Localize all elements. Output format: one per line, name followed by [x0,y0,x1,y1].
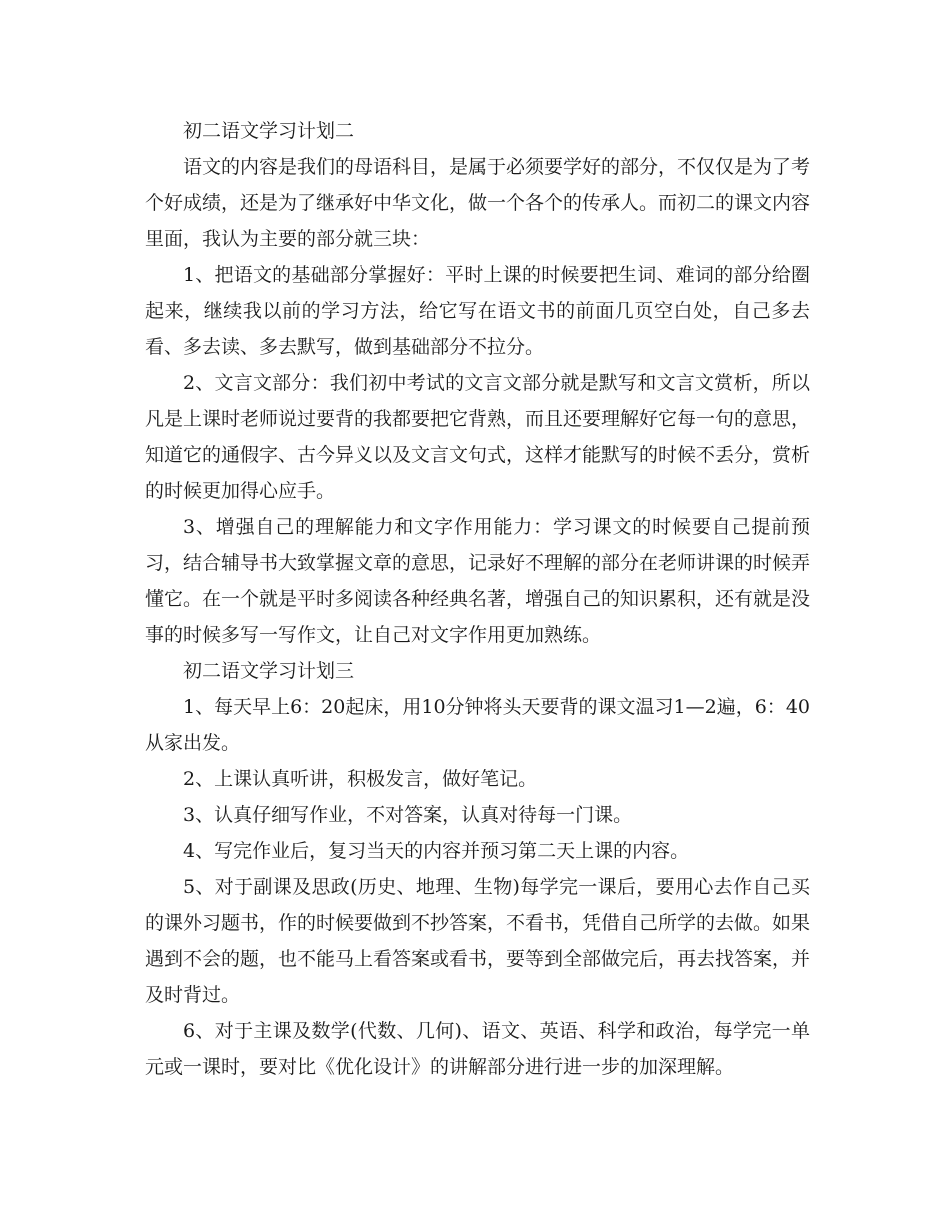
document-body [145,113,810,1085]
intro-paragraph: 语文的内容是我们的母语科目，是属于必须要学好的部分，不仅仅是为了考个好成绩，还是为了继承好中华文化，做一个各个的传承人。而初二的课文内容里面，我认为主要的部分就三块： [145,156,811,250]
plan-three-item-6: 6、对于主课及数学(代数、几何)、语文、英语、科学和政治，每学完一单元或一课时，要对比《优化设计》的讲解部分进行进一步的加深理解。 [145,1020,810,1078]
plan-three-item-3: 3、认真仔细写作业，不对答案，认真对待每一门课。 [183,804,633,826]
plan-three-item-1: 1、每天早上6：20起床，用10分钟将头天要背的课文温习1—2遍，6：40从家出发。 [145,696,810,754]
plan-two-item-1: 1、把语文的基础部分掌握好：平时上课的时候要把生词、难词的部分给圈起来，继续我以前的学习方法，给它写在语文书的前面几页空白处，自己多去看、多去读、多去默写，做到基础部分不拉分。 [145,264,810,358]
plan-three-item-4: 4、写完作业后，复习当天的内容并预习第二天上课的内容。 [183,840,690,862]
section-heading-plan-two: 初二语文学习计划二 [183,120,355,142]
plan-two-item-2: 2、文言文部分：我们初中考试的文言文部分就是默写和文言文赏析，所以凡是上课时老师说过要背的我都要把它背熟，而且还要理解好它每一句的意思，知道它的通假字、古今异义以及文言文句式，这样才能默写的时候不丢分，赏析的时候更加得心应手。 [145,372,811,502]
plan-two-item-3: 3、增强自己的理解能力和文字作用能力：学习课文的时候要自己提前预习，结合辅导书大致掌握文章的意思，记录好不理解的部分在老师讲课的时候弄懂它。在一个就是平时多阅读各种经典名著，增强自己的知识累积，还有就是没事的时候多写一写作文，让自己对文字作用更加熟练。 [145,516,811,646]
section-heading-plan-three: 初二语文学习计划三 [183,660,355,682]
plan-three-item-5: 5、对于副课及思政(历史、地理、生物)每学完一课后，要用心去作自己买的课外习题书，作的时候要做到不抄答案，不看书，凭借自己所学的去做。如果遇到不会的题，也不能马上看答案或看书，要等到全部做完后，再去找答案，并及时背过。 [145,876,811,1006]
plan-three-item-2: 2、上课认真听讲，积极发言，做好笔记。 [183,768,538,790]
